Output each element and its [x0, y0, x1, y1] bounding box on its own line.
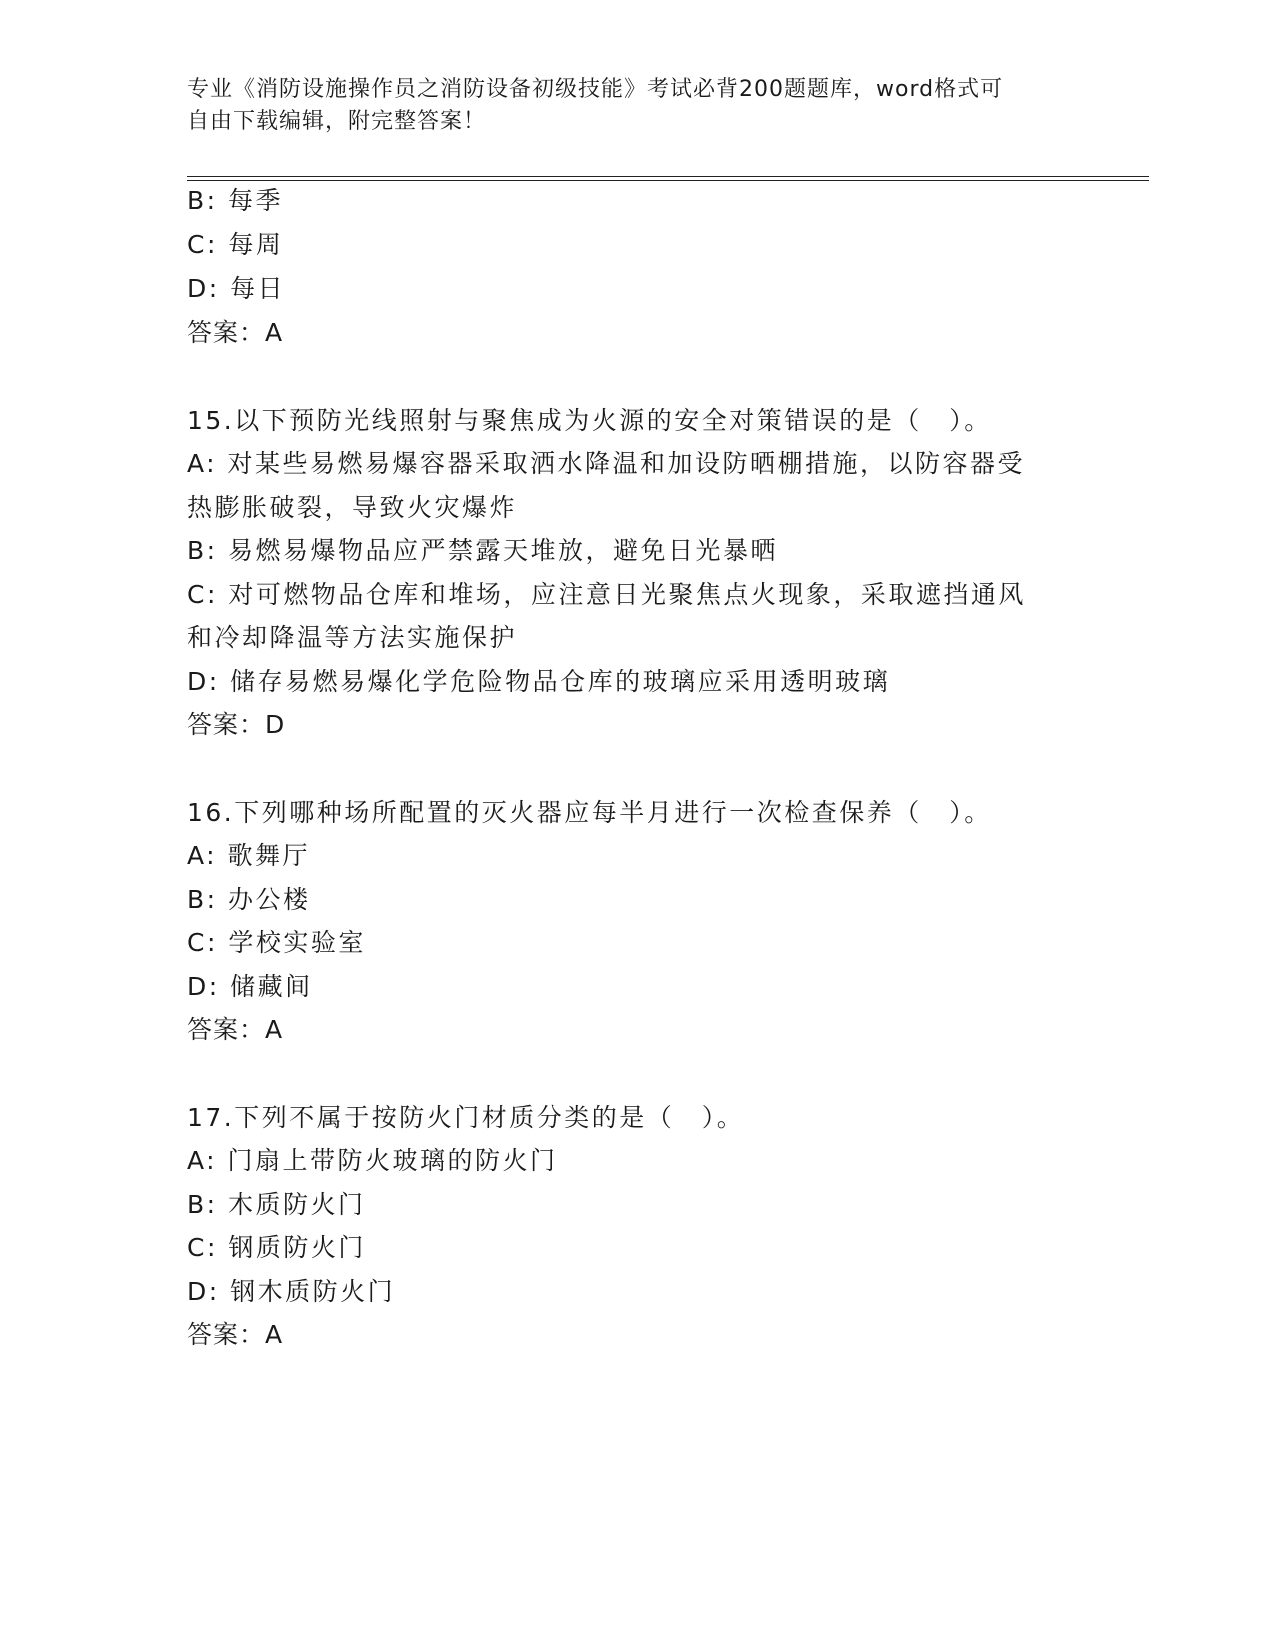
- q15-option-c-line-2: 和冷却降温等方法实施保护: [187, 623, 518, 652]
- q15-option-b: B: 易燃易爆物品应严禁露天堆放，避免日光暴晒: [187, 536, 779, 565]
- q17-option-c: C: 钢质防火门: [187, 1233, 366, 1262]
- q17-option-d: D: 钢木质防火门: [187, 1277, 396, 1306]
- document-header: [187, 74, 1067, 138]
- q16-option-c: C: 学校实验室: [187, 928, 366, 957]
- q14-option-d: D: 每日: [187, 274, 286, 303]
- q17-option-b: B: 木质防火门: [187, 1190, 366, 1219]
- q14-answer: 答案：A: [187, 318, 284, 347]
- q14-option-c: C: 每周: [187, 230, 284, 259]
- q16-option-b: B: 办公楼: [187, 885, 311, 914]
- q15-option-d: D: 储存易燃易爆化学危险物品仓库的玻璃应采用透明玻璃: [187, 667, 891, 696]
- q15-option-a-line-2: 热膨胀破裂，导致火灾爆炸: [187, 493, 518, 522]
- header-line-1: 专业《消防设施操作员之消防设备初级技能》考试必背200题题库，word格式可: [187, 77, 1004, 102]
- header-line-2: 自由下载编辑，附完整答案！: [187, 109, 487, 134]
- q14-option-b: B: 每季: [187, 186, 284, 215]
- q16-answer: 答案：A: [187, 1015, 284, 1044]
- q16-question: 16.下列哪种场所配置的灭火器应每半月进行一次检查保养（ ）。: [187, 798, 992, 827]
- q15-option-a-line-1: A: 对某些易燃易爆容器采取洒水降温和加设防晒棚措施，以防容器受: [187, 449, 1026, 478]
- q16-option-d: D: 储藏间: [187, 972, 313, 1001]
- q16-option-a: A: 歌舞厅: [187, 841, 311, 870]
- header-divider: [187, 176, 1149, 181]
- q15-option-c-line-1: C: 对可燃物品仓库和堆场，应注意日光聚焦点火现象，采取遮挡通风: [187, 580, 1026, 609]
- q17-answer: 答案：A: [187, 1320, 284, 1349]
- q15-answer: 答案：D: [187, 710, 286, 739]
- q15-question: 15.以下预防光线照射与聚焦成为火源的安全对策错误的是（ ）。: [187, 406, 992, 435]
- q17-question: 17.下列不属于按防火门材质分类的是（ ）。: [187, 1103, 745, 1132]
- q17-option-a: A: 门扇上带防火玻璃的防火门: [187, 1146, 558, 1175]
